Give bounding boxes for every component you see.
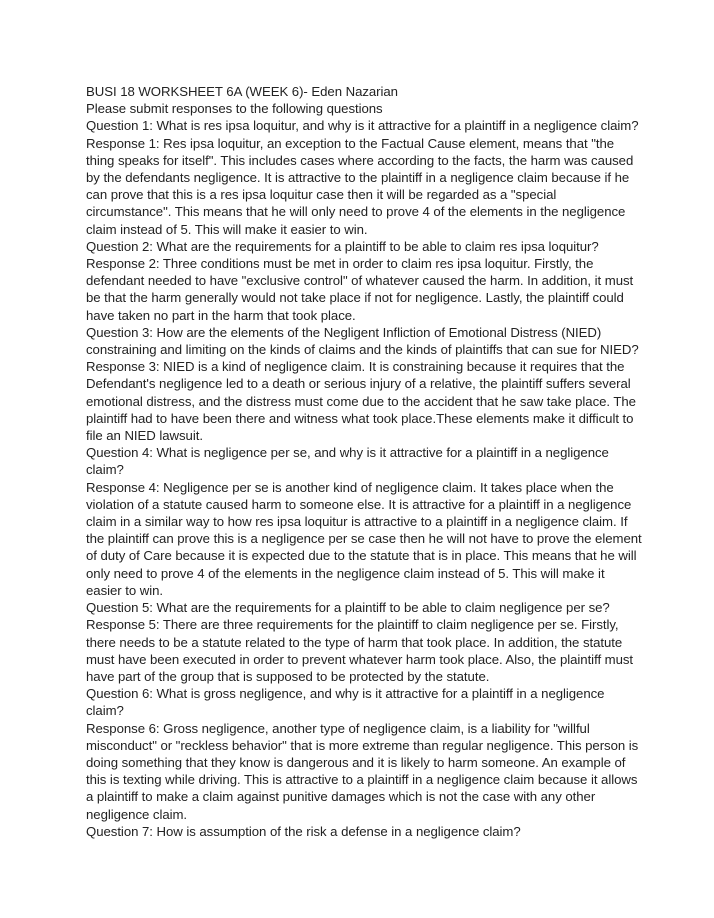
document-instructions: Please submit responses to the following questions	[86, 101, 383, 117]
response-2: Response 2: Three conditions must be met in order to claim res ipsa loquitur. Firstly, the defendant needed to have "exclusive control" of whatever caused the harm. In addition, it must be that the harm generally would not take place if not for negligence. Lastly, the plaintiff could have taken no part in the harm that took place.	[86, 256, 634, 323]
response-3: Response 3: NIED is a kind of negligence claim. It is constraining because it requires that the Defendant's negligence led to a death or serious injury of a relative, the plaintiff suffers several emotional distress, and the distress must come due to the accident that he saw take place. The plaintiff had to have been there and witness what took place.These elements make it difficult to file an NIED lawsuit.	[86, 359, 636, 444]
question-1: Question 1: What is res ipsa loquitur, and why is it attractive for a plaintiff in a negligence claim?	[86, 118, 639, 134]
question-4: Question 4: What is negligence per se, and why is it attractive for a plaintiff in a negligence claim?	[86, 445, 609, 478]
response-4: Response 4: Negligence per se is another kind of negligence claim. It takes place when the violation of a statute caused harm to someone else. It is attractive for a plaintiff in a negligence claim in a similar way to how res ipsa loquitur is attractive to a plaintiff in a negligence claim. If the plaintiff can prove this is a negligence per se case then he will not have to prove the element of duty of Care because it is expected due to the statute that is in place. This means that he will only need to prove 4 of the elements in the negligence claim instead of 5. This will make it easier to win.	[86, 479, 642, 598]
response-6: Response 6: Gross negligence, another type of negligence claim, is a liability for "willful misconduct" or "reckless behavior" that is more extreme than regular negligence. This person is doing something that they know is dangerous and it is likely to harm someone. An example of this is texting while driving. This is attractive to a plaintiff in a negligence claim because it allows a plaintiff to make a claim against punitive damages which is not the case with any other negligence claim.	[86, 720, 639, 822]
response-1: Response 1: Res ipsa loquitur, an exception to the Factual Cause element, means that "the thing speaks for itself". This includes cases where according to the facts, the harm was caused by the defendants negligence. It is attractive to the plaintiff in a negligence claim because if he can prove that this is a res ipsa loquitur case then it will be regarded as a "special circumstance". This means that he will only need to prove 4 of the elements in the negligence claim instead of 5. This will make it easier to win.	[86, 135, 634, 237]
document-title: BUSI 18 WORKSHEET 6A (WEEK 6)- Eden Nazarian	[86, 84, 398, 99]
question-3: Question 3: How are the elements of the Negligent Infliction of Emotional Distress (NIED) constraining and limiting on the kinds of claims and the kinds of plaintiffs that can sue for NIED?	[86, 324, 639, 358]
response-5: Response 5: There are three requirements for the plaintiff to claim negligence per se. Firstly, there needs to be a statute related to the type of harm that took place. In addition, the statute must have been executed in order to prevent whatever harm took place. Also, the plaintiff must have part of the group that is supposed to be protected by the statute.	[86, 617, 634, 684]
question-2: Question 2: What are the requirements for a plaintiff to be able to claim res ipsa loquitur?	[86, 238, 599, 254]
document-body	[86, 83, 642, 840]
question-5: Question 5: What are the requirements for a plaintiff to be able to claim negligence per se?	[86, 600, 610, 616]
question-6: Question 6: What is gross negligence, and why is it attractive for a plaintiff in a negligence claim?	[86, 686, 605, 719]
question-7: Question 7: How is assumption of the risk a defense in a negligence claim?	[86, 823, 521, 839]
